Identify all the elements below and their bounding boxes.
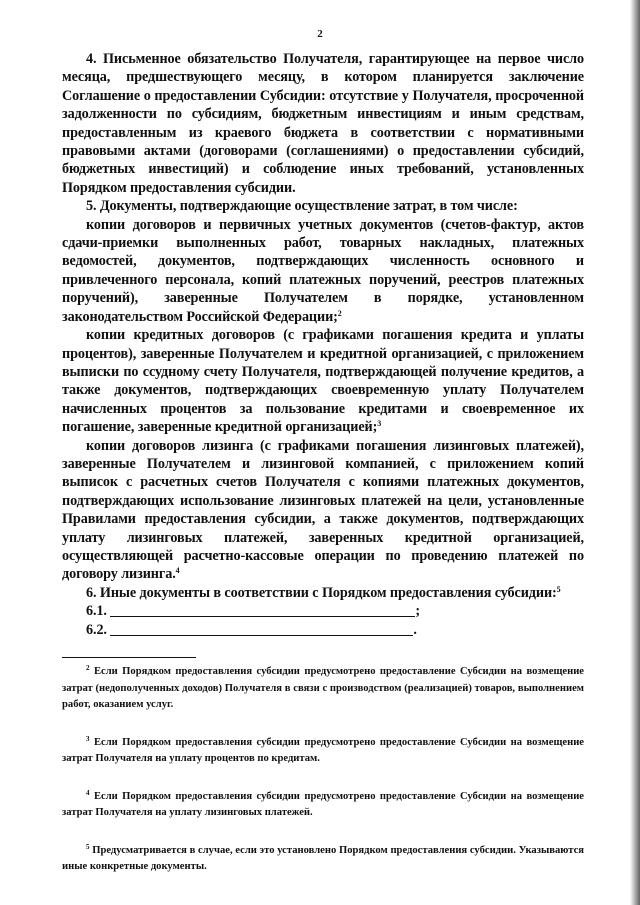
item-5-contracts-text: копии договоров и первичных учетных документов (счетов-фактур, актов сдачи-приемки выполненных работ, товарных накладных, платежных ведомостей, документов, подтверждающих численность основного и привлеченного персонала, копий платежных поручений, реестров платежных поручений), заверенные Получателем в порядке, установленном законодательством Российской Федерации; — [62, 216, 584, 325]
document-body — [62, 50, 584, 639]
item-6-2-end: . — [413, 621, 417, 638]
item-5-credit-text: копии кредитных договоров (с графиками погашения кредита и уплаты процентов), заверенные Получателем и кредитной организацией, с приложением выписки по ссудному счету Получателя, подтверждающей получение кредитов, а также документов, подтверждающих своевременную уплату Получателем начисленных процентов за пользование кредитами и своевременное их погашение, заверенные кредитной организацией; — [62, 327, 584, 436]
item-6-1-label: 6.1. — [86, 603, 107, 620]
footnote-2 — [62, 664, 584, 714]
footnote-3 — [62, 735, 584, 768]
footnote-5-text: Предусматривается в случае, если это установлено Порядком предоставления субсидии. Указываются иные конкретные документы. — [62, 844, 584, 872]
item-5-paragraph: 5. Документы, подтверждающие осуществление затрат, в том числе: — [86, 198, 518, 215]
item-6-2-blank — [110, 622, 413, 636]
item-5-leasing-paragraph — [62, 437, 584, 584]
item-6-1-line — [62, 602, 584, 620]
item-6-paragraph — [62, 584, 584, 602]
item-5-leasing-text: копии договоров лизинга (с графиками погашения лизинговых платежей), заверенные Получателем и лизинговой компанией, с приложением копий выписок с расчетных счетов Получателя с копиями платежных документов, подтверждающих использование лизинговых платежей на цели, установленные Правилами предоставления субсидии, а также документов, подтверждающих уплату лизинговых платежей, заверенных кредитной организацией, осуществляющей расчетно-кассовые операции по проведению платежей по договору лизинга. — [62, 437, 584, 583]
item-6-1-blank — [110, 603, 415, 617]
scan-edge-shadow — [630, 0, 640, 905]
footnote-4-text: Если Порядком предоставления субсидии предусмотрено предоставление Субсидии на возмещение затрат Получателя на уплату лизинговых платежей. — [62, 790, 585, 818]
footnote-ref-2: 2 — [337, 308, 342, 318]
footnotes — [62, 664, 584, 876]
page-number: 2 — [317, 28, 323, 40]
item-6-2-line — [62, 621, 584, 639]
item-5-contracts-paragraph — [62, 216, 584, 326]
footnote-2-number: 2 — [86, 664, 90, 672]
footnote-3-number: 3 — [86, 734, 90, 743]
footnote-ref-4: 4 — [175, 566, 180, 576]
item-4-paragraph: 4. Письменное обязательство Получателя, гарантирующее на первое число месяца, предшествующего месяцу, в котором планируется заключение Соглашение о предоставлении Субсидии: отсутствие у Получателя, просроченной задолженности по субсидиям, бюджетным инвестициям и иным средствам, предоставленным из краевого бюджета в соответствии с нормативными правовыми актами (договорами (соглашениями) о предоставлении субсидий, бюджетных инвестиций) и соблюдение иных требований, установленных Порядком предоставления субсидии. — [62, 51, 584, 196]
footnote-4 — [62, 789, 584, 822]
footnote-2-text: Если Порядком предоставления субсидии предусмотрено предоставление Субсидии на возмещение затрат (недополученных доходов) Получателя в связи с производством (реализацией) товаров, выполнением работ, оказанием услуг. — [62, 666, 585, 710]
footnote-ref-5: 5 — [556, 584, 561, 594]
item-6-1-end: ; — [415, 603, 420, 620]
footnote-5-number: 5 — [86, 842, 90, 851]
footnote-5 — [62, 843, 584, 876]
footnote-separator — [62, 657, 196, 658]
footnote-ref-3: 3 — [377, 419, 382, 429]
item-5-credit-paragraph — [62, 326, 584, 436]
item-6-2-label: 6.2. — [86, 621, 107, 638]
footnote-3-text: Если Порядком предоставления субсидии предусмотрено предоставление Субсидии на возмещение затрат Получателя на уплату процентов по кредитам. — [62, 736, 585, 764]
item-6-text: 6. Иные документы в соответствии с Порядком предоставления субсидии: — [86, 584, 557, 601]
footnote-4-number: 4 — [86, 788, 90, 797]
